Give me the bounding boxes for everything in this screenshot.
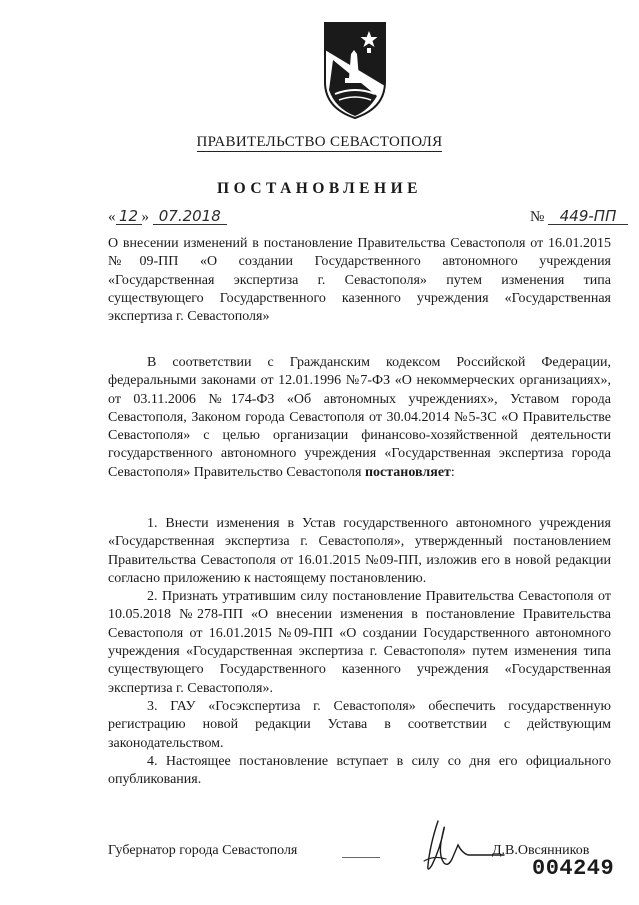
preamble-paragraph bbox=[108, 354, 611, 482]
signatory-name: Д.В.Овсянников bbox=[492, 843, 590, 858]
government-title-text: ПРАВИТЕЛЬСТВО СЕВАСТОПОЛЯ bbox=[196, 134, 443, 150]
preamble bbox=[108, 354, 611, 482]
preamble-colon: : bbox=[450, 464, 455, 480]
date-open-quote: « bbox=[108, 209, 116, 225]
document-number bbox=[530, 209, 628, 226]
date-day: 12 bbox=[116, 209, 142, 225]
document-subject bbox=[108, 235, 611, 326]
coat-of-arms-emblem bbox=[321, 20, 389, 120]
resolution-items bbox=[108, 515, 611, 789]
resolution-item-1: 1. Внести изменения в Устав государственного автономного учреждения «Государственная экспертиза г. Севастополя», утвержденный постановлением Правительства Севастополя от 16.01.2015 №09-ПП, изложив его в новой редакции согласно приложению к настоящему постановлению. bbox=[108, 516, 611, 586]
number-value: 449-ПП bbox=[548, 209, 628, 225]
preamble-text: В соответствии с Гражданским кодексом Российской Федерации, федеральными законами от 12.01.1996 №7-ФЗ «О некоммерческих организациях», от 03.11.2006 №174-ФЗ «Об автономных учреждениях», Уставом города Севастополя, Законом города Севастополя от 30.04.2014 №5-ЗС «О Правительстве Севастополя» с целью организации финансово-хозяйственной деятельности государственного автономного учреждения «Государственная экспертиза города Севастополя» Правительство Севастополя bbox=[108, 355, 611, 480]
document-type-heading: ПОСТАНОВЛЕНИЕ bbox=[217, 180, 422, 197]
document-date bbox=[108, 209, 227, 226]
preamble-verb: постановляет bbox=[364, 464, 451, 480]
subject-text: О внесении изменений в постановление Правительства Севастополя от 16.01.2015 №09-ПП «О создании Государственного автономного учреждения «Государственная экспертиза г. Севастополя» путем изменения типа существующего Государственного казенного учреждения «Государственная экспертиза г. Севастополя» bbox=[108, 236, 611, 325]
number-prefix: № bbox=[530, 209, 545, 225]
government-title bbox=[0, 134, 639, 151]
resolution-item-2: 2. Признать утратившим силу постановление Правительства Севастополя от 10.05.2018 №278-ПП «О внесении изменения в постановление Правительства Севастополя от 16.01.2015 №09-ПП «О создании Государственного автономного учреждения «Государственная экспертиза г. Севастополя» путем изменения типа существующего Государственного казенного учреждения «Государственная экспертиза г. Севастополя». bbox=[108, 589, 611, 696]
date-close-quote: » bbox=[141, 209, 149, 225]
resolution-item-3: 3. ГАУ «Госэкспертиза г. Севастополя» обеспечить государственную регистрацию новой редакции Устава в соответствии с действующим законодательством. bbox=[108, 698, 611, 751]
signature-line bbox=[342, 857, 380, 858]
signatory-title: Губернатор города Севастополя bbox=[108, 843, 298, 858]
resolution-item-4: 4. Настоящее постановление вступает в силу со дня его официального опубликования. bbox=[108, 753, 611, 788]
date-month-year: 07.2018 bbox=[153, 209, 227, 225]
serial-number: 004249 bbox=[532, 856, 615, 881]
